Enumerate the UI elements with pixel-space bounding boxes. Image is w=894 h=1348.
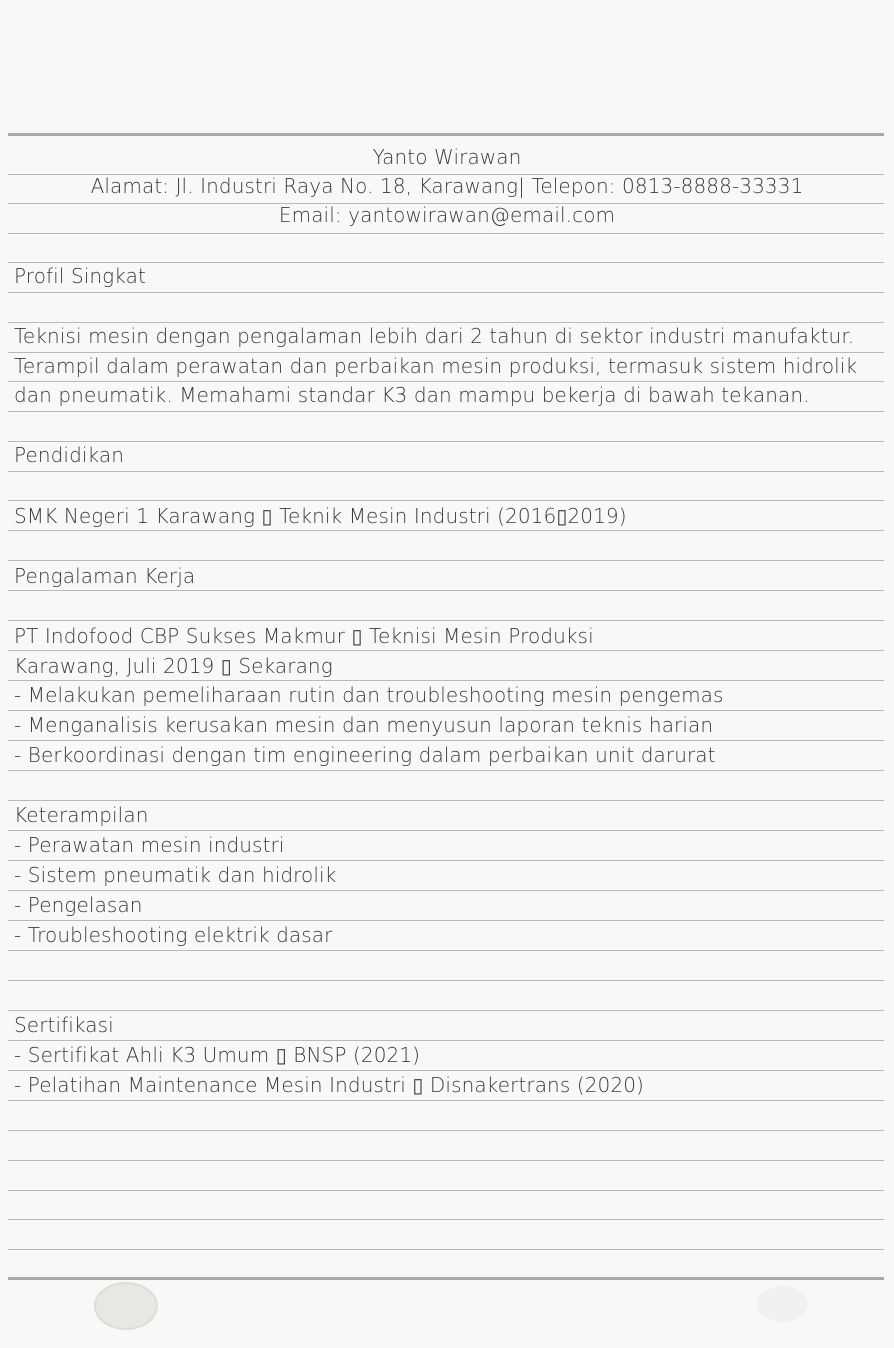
experience-company: PT Indofood CBP Sukses Makmur ▯ Teknisi Mesin Produksi — [14, 624, 594, 648]
ruled-line — [8, 650, 884, 651]
experience-duty: - Menganalisis kerusakan mesin dan menyusun laporan teknis harian — [14, 713, 714, 737]
education-entry: SMK Negeri 1 Karawang ▯ Teknik Mesin Industri (2016▯2019) — [14, 504, 627, 528]
ruled-line — [8, 292, 884, 293]
section-heading-profile: Profil Singkat — [14, 264, 146, 288]
experience-period: Karawang, Juli 2019 ▯ Sekarang — [14, 654, 333, 678]
faint-logo-mark — [756, 1286, 808, 1322]
ruled-line — [8, 1219, 884, 1220]
skill-item: - Pengelasan — [14, 893, 143, 917]
profile-line: Teknisi mesin dengan pengalaman lebih dari 2 tahun di sektor industri manufaktur. — [14, 324, 855, 348]
skill-item: - Troubleshooting elektrik dasar — [14, 923, 333, 947]
ruled-line — [8, 233, 884, 234]
applicant-name: Yanto Wirawan — [372, 145, 522, 169]
ruled-line — [8, 560, 884, 561]
section-heading-experience: Pengalaman Kerja — [14, 564, 196, 588]
ruled-line — [8, 133, 884, 136]
profile-line: dan pneumatik. Memahami standar K3 dan mampu bekerja di bawah tekanan. — [14, 383, 810, 407]
faint-logo-mark — [94, 1282, 158, 1330]
ruled-line — [8, 950, 884, 951]
section-heading-skills: Keterampilan — [14, 803, 149, 827]
ruled-line — [8, 770, 884, 771]
ruled-line — [8, 411, 884, 412]
skill-item: - Sistem pneumatik dan hidrolik — [14, 863, 337, 887]
ruled-line — [8, 530, 884, 531]
experience-duty: - Melakukan pemeliharaan rutin dan troubleshooting mesin pengemas — [14, 683, 724, 707]
profile-line: Terampil dalam perawatan dan perbaikan mesin produksi, termasuk sistem hidrolik — [14, 354, 858, 378]
ruled-line — [8, 1249, 884, 1250]
certification-item: - Pelatihan Maintenance Mesin Industri ▯ Disnakertrans (2020) — [14, 1073, 644, 1097]
ruled-line — [8, 1160, 884, 1161]
experience-duty: - Berkoordinasi dengan tim engineering dalam perbaikan unit darurat — [14, 743, 716, 767]
certification-item: - Sertifikat Ahli K3 Umum ▯ BNSP (2021) — [14, 1043, 421, 1067]
skill-item: - Perawatan mesin industri — [14, 833, 285, 857]
ruled-line — [8, 1130, 884, 1131]
section-heading-certifications: Sertifikasi — [14, 1013, 114, 1037]
ruled-line — [8, 1277, 884, 1280]
contact-email: Email: yantowirawan@email.com — [278, 203, 616, 227]
ruled-line — [8, 980, 884, 981]
ruled-line — [8, 1100, 884, 1101]
ruled-line — [8, 590, 884, 591]
ruled-line — [8, 500, 884, 501]
ruled-line — [8, 620, 884, 621]
contact-address-phone: Alamat: Jl. Industri Raya No. 18, Karawang| Telepon: 0813-8888-33331 — [90, 174, 804, 198]
ruled-line — [8, 471, 884, 472]
ruled-line — [8, 1190, 884, 1191]
section-heading-education: Pendidikan — [14, 443, 124, 467]
